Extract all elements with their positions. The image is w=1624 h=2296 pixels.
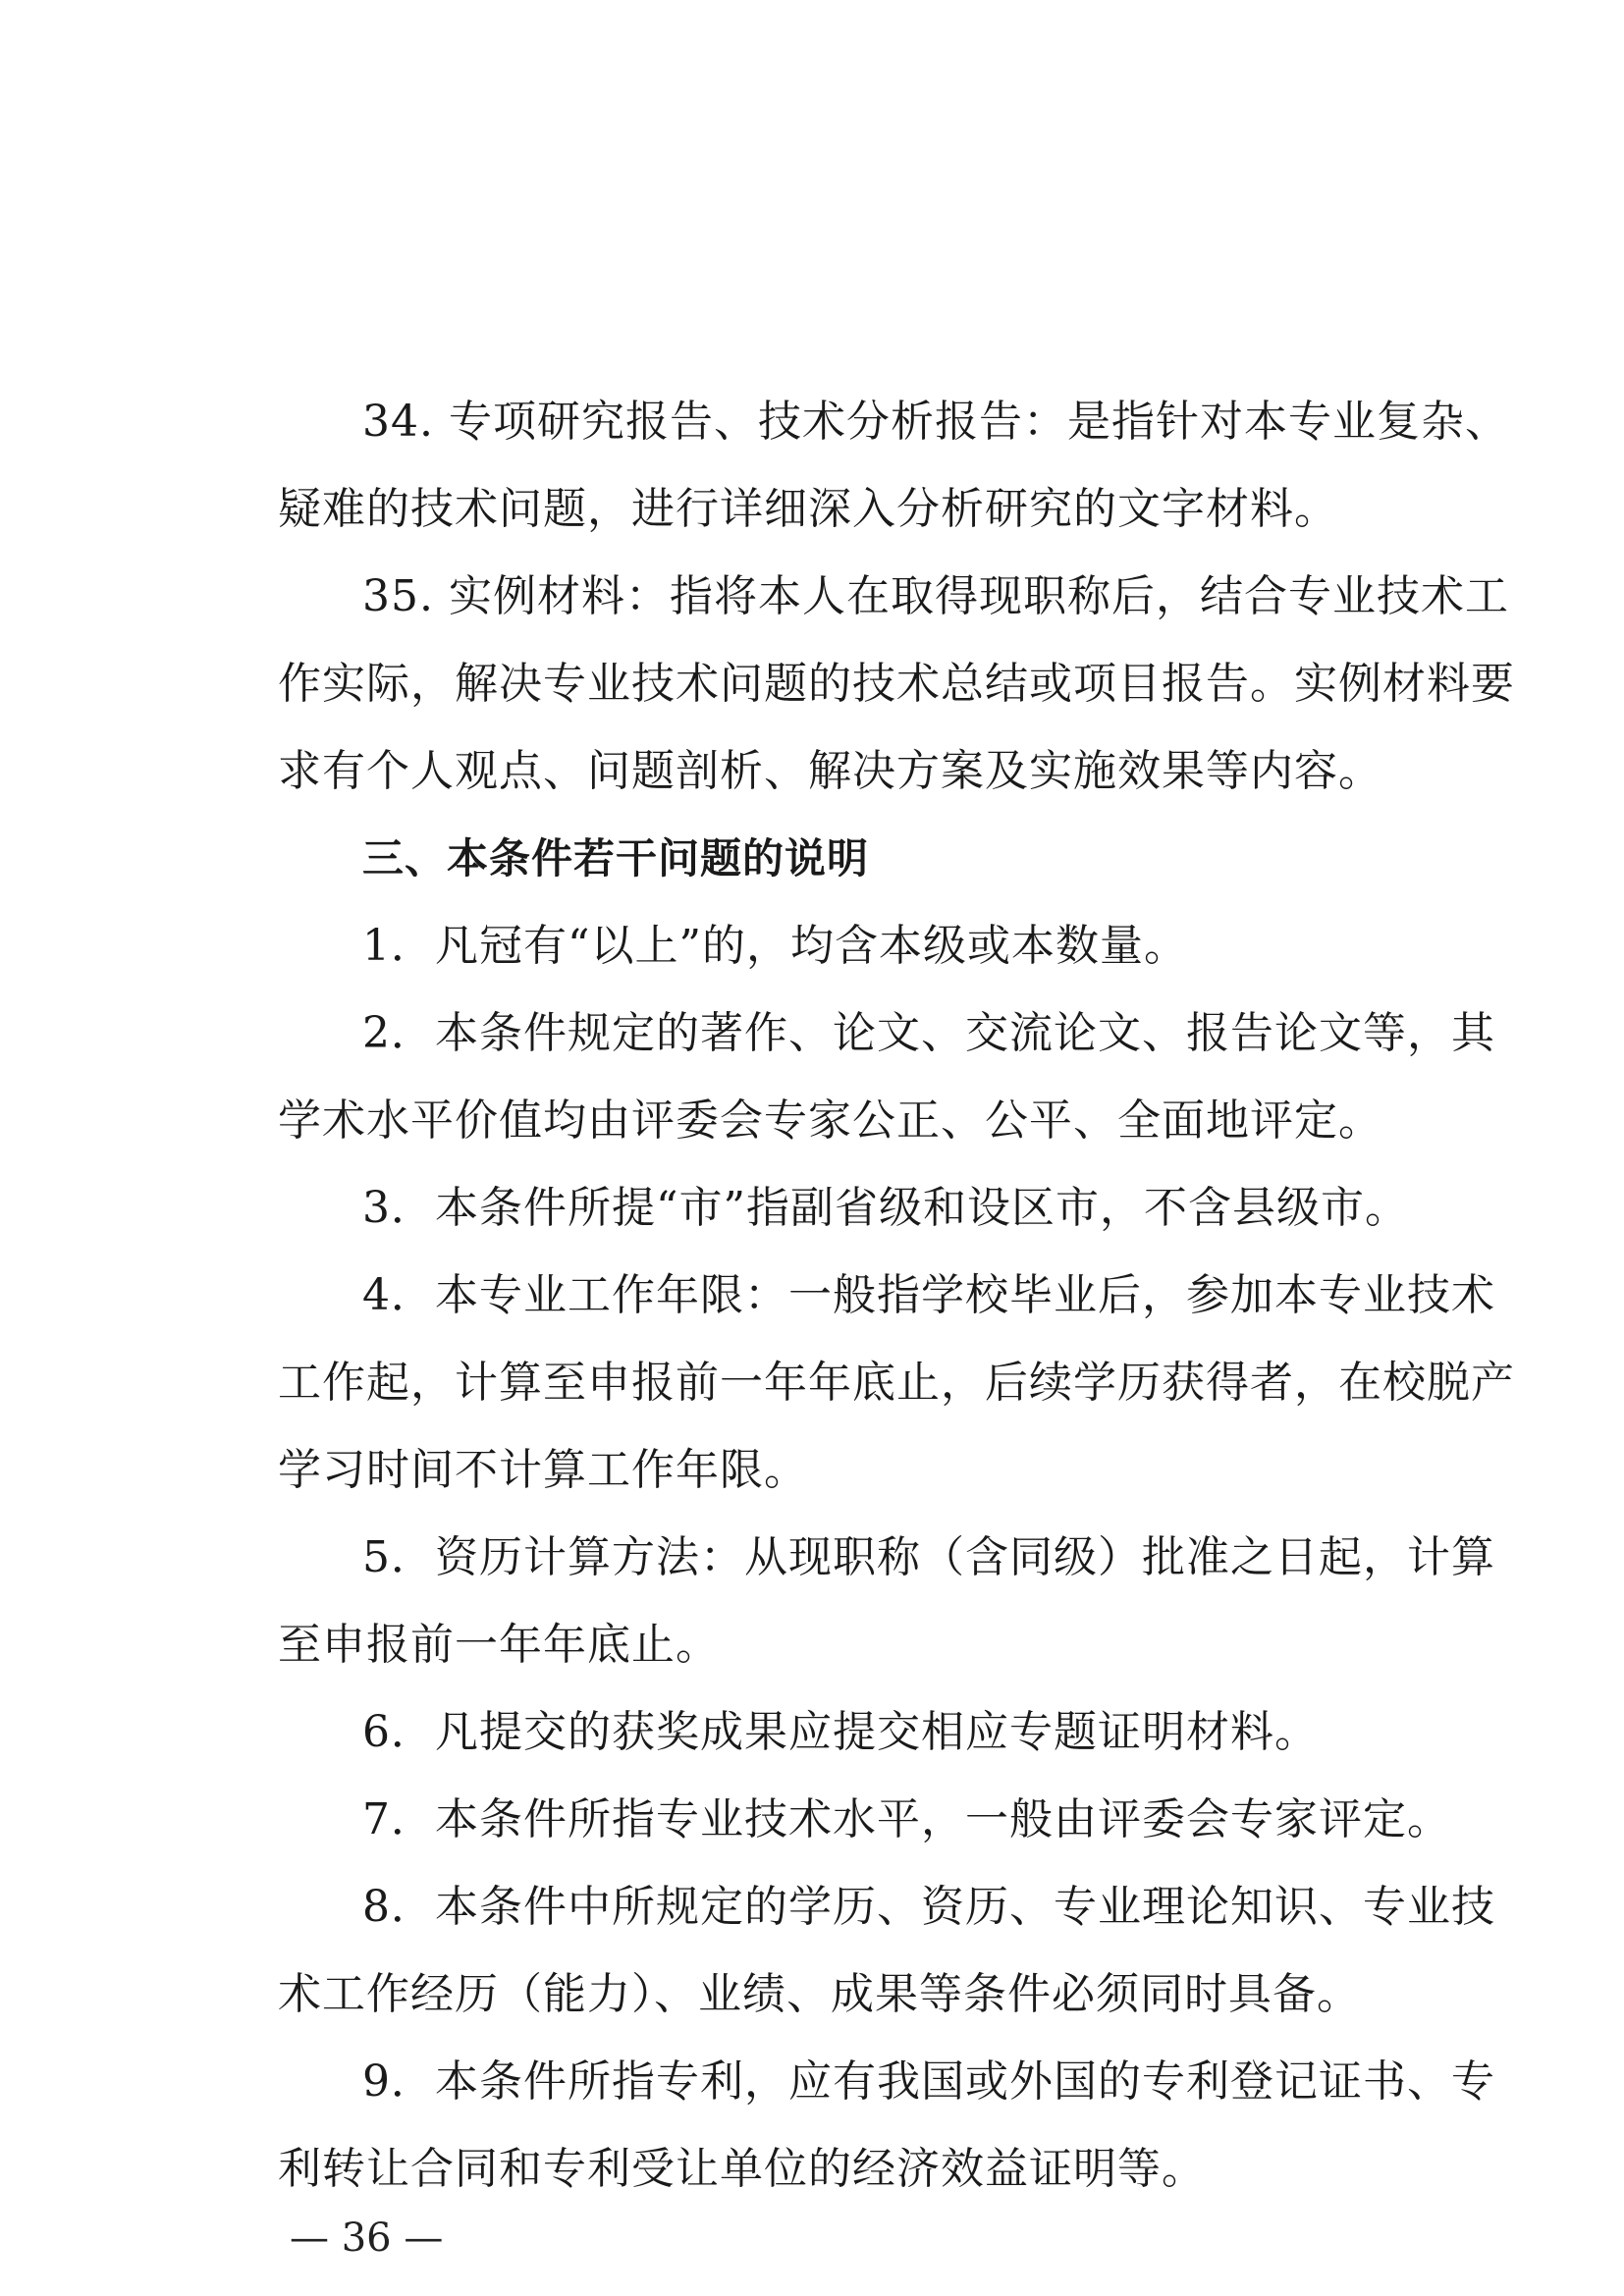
page-number: — 36 — [290, 2216, 444, 2261]
item-2-line-2: 学术水平价值均由评委会专家公正、公平、全面地评定。 [278, 1095, 1382, 1146]
item-8-line-2: 术工作经历（能力）、业绩、成果等条件必须同时具备。 [278, 1969, 1361, 2019]
section-heading: 三、本条件若干问题的说明 [362, 834, 870, 882]
paragraph-35-line-1: 35. 实例材料：指将本人在取得现职称后，结合专业技术工 [362, 571, 1509, 621]
item-4-line-3: 学习时间不计算工作年限。 [278, 1445, 808, 1495]
paragraph-35-line-2: 作实际，解决专业技术问题的技术总结或项目报告。实例材料要 [278, 659, 1515, 709]
item-5-line-2: 至申报前一年年底止。 [278, 1620, 720, 1670]
paragraph-34-line-1: 34. 专项研究报告、技术分析报告：是指针对本专业复杂、 [362, 397, 1509, 447]
item-7-line-1: 7．本条件所指专业技术水平，一般由评委会专家评定。 [362, 1794, 1451, 1844]
item-5-line-1: 5．资历计算方法：从现职称（含同级）批准之日起，计算 [362, 1532, 1495, 1582]
document-body [278, 378, 1515, 2213]
item-9-line-1: 9．本条件所指专利，应有我国或外国的专利登记证书、专 [362, 2056, 1495, 2107]
item-3-line-1: 3．本条件所提“市”指副省级和设区市，不含县级市。 [362, 1183, 1409, 1233]
item-2-line-1: 2．本条件规定的著作、论文、交流论文、报告论文等，其 [362, 1008, 1495, 1058]
item-8-line-1: 8．本条件中所规定的学历、资历、专业理论知识、专业技 [362, 1882, 1495, 1932]
paragraph-34-line-2: 疑难的技术问题，进行详细深入分析研究的文字材料。 [278, 484, 1338, 534]
item-1-line-1: 1．凡冠有“以上”的，均含本级或本数量。 [362, 921, 1188, 971]
item-9-line-2: 利转让合同和专利受让单位的经济效益证明等。 [278, 2144, 1206, 2194]
item-4-line-2: 工作起，计算至申报前一年年底止，后续学历获得者，在校脱产 [278, 1358, 1515, 1408]
item-4-line-1: 4．本专业工作年限：一般指学校毕业后，参加本专业技术 [362, 1270, 1495, 1320]
paragraph-35-line-3: 求有个人观点、问题剖析、解决方案及实施效果等内容。 [278, 746, 1382, 796]
item-6-line-1: 6．凡提交的获奖成果应提交相应专题证明材料。 [362, 1707, 1319, 1757]
